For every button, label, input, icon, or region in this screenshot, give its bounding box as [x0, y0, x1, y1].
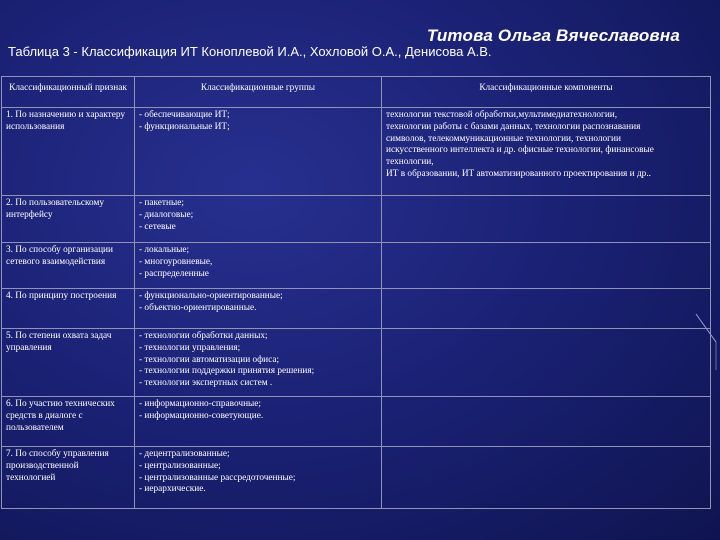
group-item: - функциональные ИТ; [139, 121, 230, 132]
group-item: - многоуровневые, [139, 256, 213, 267]
group-item: - сетевые [139, 221, 176, 232]
group-item: - технологии экспертных систем . [139, 378, 273, 389]
row-components [382, 108, 711, 196]
component-item: технологии, [386, 157, 434, 168]
group-item: - централизованные; [139, 460, 221, 471]
component-item: технологии работы с базами данных, технологии распознавания [386, 121, 641, 132]
classification-table [1, 76, 711, 509]
group-item: - диалоговые; [139, 209, 194, 220]
group-item: - пакетные; [139, 198, 184, 208]
component-item: технологии текстовой обработки,мультимедиатехнологии, [386, 110, 618, 120]
table-row [2, 243, 711, 289]
row-components [382, 196, 711, 243]
row-components [382, 447, 711, 509]
row-groups [135, 289, 382, 329]
table-row [2, 108, 711, 196]
group-item: - технологии поддержки принятия решения; [139, 366, 315, 377]
table-caption: Таблица 3 - Классификация ИТ Коноплевой И.А., Хохловой О.А., Денисова А.В. [8, 44, 492, 59]
component-item: искусственного интеллекта и др. офисные технологии, финансовые [386, 145, 654, 156]
row-components [382, 289, 711, 329]
table-row [2, 289, 711, 329]
row-feature: 7. По способу управления производственной технологией [2, 447, 135, 509]
row-feature: 3. По способу организации сетевого взаимодействия [2, 243, 135, 289]
header-feature: Классификационный признак [2, 77, 135, 108]
table-header-row [2, 77, 711, 108]
row-groups [135, 397, 382, 447]
group-item: - локальные; [139, 245, 190, 255]
row-groups [135, 329, 382, 397]
group-item: - технологии обработки данных; [139, 331, 268, 341]
row-groups [135, 243, 382, 289]
row-feature: 1. По назначению и характеру использования [2, 108, 135, 196]
row-components [382, 329, 711, 397]
component-item: символов, телекоммуникационные технологии, технологии [386, 133, 621, 144]
row-components [382, 397, 711, 447]
group-item: - децентрализованные; [139, 449, 230, 459]
group-item: - объектно-ориентированные. [139, 302, 257, 313]
row-feature: 5. По степени охвата задач управления [2, 329, 135, 397]
author-name: Титова Ольга Вячеславовна [426, 26, 680, 45]
group-item: - информационно-советующие. [139, 410, 264, 421]
table-row [2, 397, 711, 447]
table-row [2, 196, 711, 243]
row-feature: 6. По участию технических средств в диалоге с пользователем [2, 397, 135, 447]
row-groups [135, 447, 382, 509]
group-item: - централизованные рассредоточенные; [139, 472, 296, 483]
row-groups [135, 108, 382, 196]
row-components [382, 243, 711, 289]
row-groups [135, 196, 382, 243]
table-row [2, 329, 711, 397]
table-row [2, 447, 711, 509]
group-item: - технологии автоматизации офиса; [139, 354, 280, 365]
group-item: - информационно-справочные; [139, 399, 262, 409]
header-components: Классификационные компоненты [382, 77, 711, 108]
group-item: - функционально-ориентированные; [139, 291, 283, 301]
header-groups: Классификационные группы [135, 77, 382, 108]
group-item: - обеспечивающие ИТ; [139, 110, 230, 120]
row-feature: 2. По пользовательскому интерфейсу [2, 196, 135, 243]
group-item: - технологии управления; [139, 342, 241, 353]
group-item: - распределенные [139, 268, 209, 279]
group-item: - иерархические. [139, 484, 206, 495]
component-item: ИТ в образовании, ИТ автоматизированного проектирования и др.. [386, 168, 651, 179]
row-feature: 4. По принципу построения [2, 289, 135, 329]
